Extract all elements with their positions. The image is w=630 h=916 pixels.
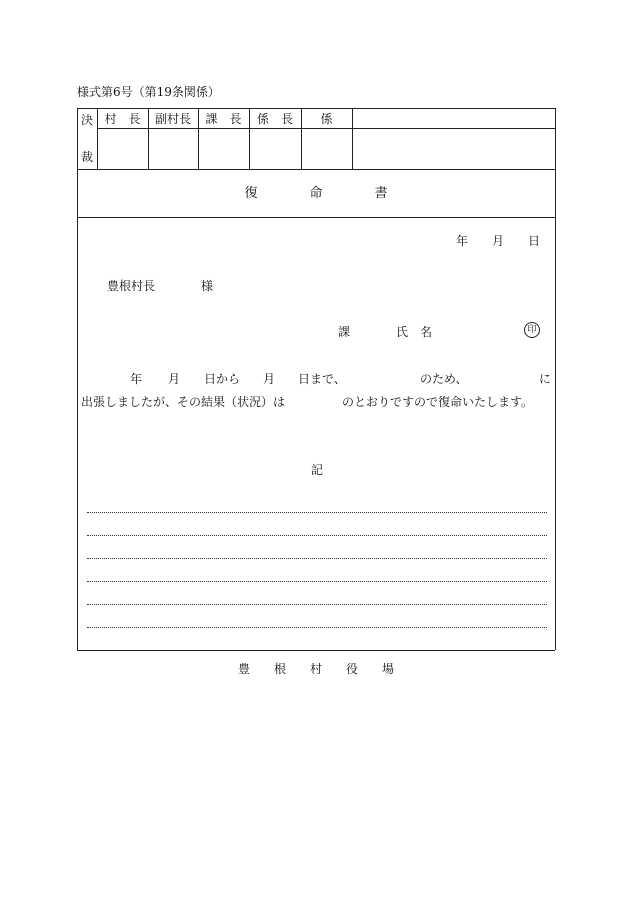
date-year-label: 年: [456, 234, 469, 248]
approval-label-bottom: 裁: [81, 150, 94, 164]
approval-header-subsection-chief: 係 長: [256, 112, 293, 126]
body-month2-label: 月: [263, 372, 276, 386]
writing-line[interactable]: [87, 535, 547, 536]
approval-header-village-head: 村 長: [104, 112, 141, 126]
date-month-label: 月: [492, 234, 505, 248]
approval-header-deputy-head: 副村長: [154, 112, 191, 126]
footer-office-name: 豊 根 村 役 場: [237, 662, 394, 676]
addressee-honorific: 様: [201, 279, 214, 293]
writing-line[interactable]: [87, 512, 547, 513]
stamp-box-staff[interactable]: [302, 129, 351, 168]
body-from-label: 日から: [204, 372, 241, 386]
reporter-section-label: 課: [338, 325, 351, 339]
approval-header-section-chief: 課 長: [205, 112, 242, 126]
body-month-label: 月: [168, 372, 181, 386]
body-purpose-label: のため、: [420, 372, 468, 386]
writing-line[interactable]: [87, 627, 547, 628]
approval-header-staff: 係: [320, 112, 333, 126]
stamp-box-subsection-chief[interactable]: [250, 129, 300, 168]
body-line2-end: のとおりですので復命いたします。: [342, 395, 534, 409]
stamp-box-extra[interactable]: [353, 129, 554, 168]
seal-mark-icon: 印: [524, 322, 540, 338]
document-title: 復 命 書: [244, 186, 388, 201]
stamp-box-village-head[interactable]: [98, 129, 147, 168]
approval-label-top: 決: [81, 113, 94, 127]
writing-line[interactable]: [87, 581, 547, 582]
ki-label: 記: [311, 463, 324, 477]
body-line2-start: 出張しましたが、その結果（状況）は: [81, 395, 286, 409]
stamp-box-deputy-head[interactable]: [149, 129, 197, 168]
writing-line[interactable]: [87, 558, 547, 559]
addressee-name: 豊根村長: [107, 279, 156, 293]
reporter-name-label: 氏 名: [396, 325, 433, 339]
date-day-label: 日: [528, 234, 541, 248]
writing-line[interactable]: [87, 604, 547, 605]
form-id: 様式第6号（第19条関係）: [77, 85, 220, 99]
body-place-label: に: [539, 372, 552, 386]
body-until-label: 日まで、: [298, 372, 346, 386]
title-divider: [77, 217, 555, 218]
body-year-label: 年: [130, 372, 143, 386]
stamp-box-section-chief[interactable]: [199, 129, 248, 168]
